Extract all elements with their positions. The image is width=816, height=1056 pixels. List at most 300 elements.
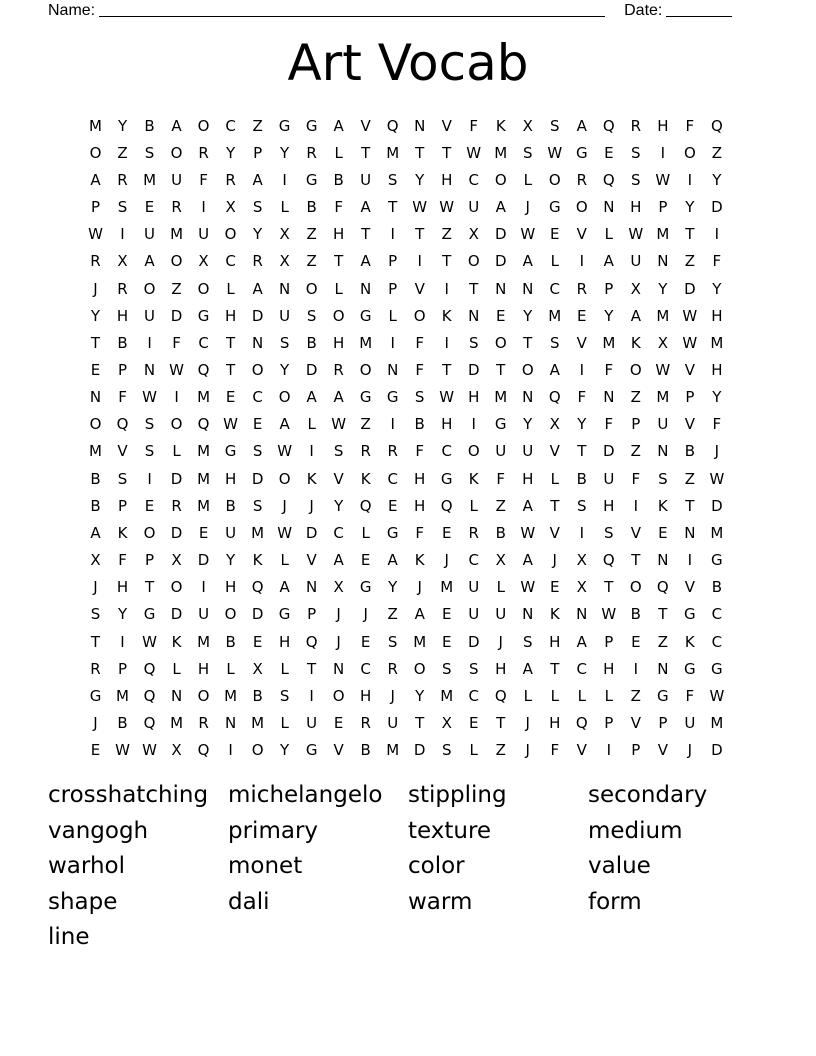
grid-letter: M [386,143,400,162]
grid-letter: R [387,442,398,461]
grid-letter: T [523,333,533,352]
grid-letter: N [522,605,534,624]
grid-letter: T [361,143,371,162]
grid-letter: W [88,225,103,244]
grid-letter: F [577,388,587,407]
grid-letter: U [495,605,507,624]
grid-letter: U [144,306,156,325]
grid-letter: H [333,225,345,244]
word-list-item: medium [588,817,683,844]
word-list-item: value [588,853,651,880]
grid-letter: F [631,469,641,488]
grid-letter: J [525,741,530,760]
grid-letter: J [93,578,98,597]
grid-letter: A [279,415,290,434]
grid-letter: M [440,578,454,597]
word-list-item: michelangelo [228,782,383,808]
grid-letter: W [628,225,644,244]
grid-letter: Y [280,360,290,379]
grid-letter: E [387,496,398,515]
grid-letter: V [657,741,668,760]
grid-letter: Z [360,415,371,434]
grid-letter: X [495,551,506,570]
grid-letter: Y [334,496,344,515]
grid-letter: N [387,360,399,379]
grid-letter: A [630,306,641,325]
grid-letter: F [172,333,181,352]
grid-letter: M [386,741,400,760]
grid-letter: E [441,632,452,651]
grid-letter: H [360,686,372,705]
grid-letter: T [604,578,614,597]
grid-letter: W [142,741,157,760]
grid-letter: J [687,741,693,760]
grid-letter: W [655,170,671,189]
grid-letter: N [468,306,480,325]
grid-letter: G [359,306,372,325]
grid-letter: D [684,279,696,298]
grid-letter: M [89,116,102,135]
grid-letter: K [360,469,371,488]
grid-letter: J [714,442,720,461]
grid-letter: Y [712,388,722,407]
grid-letter: P [604,714,614,733]
grid-letter: D [467,632,480,651]
grid-letter: A [333,388,344,407]
grid-letter: Q [386,116,399,135]
grid-letter: C [468,551,479,570]
grid-letter: Y [117,605,128,624]
grid-letter: I [660,143,666,162]
grid-letter: J [363,605,368,624]
grid-letter: X [171,741,182,760]
grid-letter: Q [197,415,210,434]
grid-letter: J [93,714,98,733]
grid-letter: N [306,578,318,597]
grid-letter: W [709,686,725,705]
grid-letter: P [90,198,101,217]
grid-letter: O [494,333,507,352]
grid-letter: I [282,170,287,189]
grid-letter: U [360,170,372,189]
grid-letter: B [333,170,344,189]
grid-letter: G [440,469,453,488]
grid-letter: N [522,388,534,407]
grid-letter: Y [658,279,668,298]
grid-letter: R [630,116,642,135]
grid-letter: L [577,686,586,705]
grid-letter: C [252,388,263,407]
grid-letter: T [577,442,587,461]
grid-letter: H [116,306,129,325]
grid-letter: G [711,551,723,570]
grid-letter: J [390,686,395,705]
grid-letter: X [657,333,668,352]
grid-letter: B [495,523,506,542]
grid-letter: I [174,388,179,407]
grid-letter: H [441,415,453,434]
grid-letter: J [525,714,530,733]
grid-letter: M [602,333,616,352]
grid-letter: V [414,279,425,298]
grid-letter: D [711,741,723,760]
grid-letter: T [685,496,695,515]
grid-letter: D [170,306,183,325]
grid-letter: H [549,714,561,733]
grid-letter: R [360,714,371,733]
grid-letter: H [414,469,426,488]
grid-letter: M [440,686,454,705]
grid-letter: D [467,360,480,379]
grid-letter: E [360,632,371,651]
grid-letter: I [390,225,395,244]
grid-letter: O [197,279,210,298]
grid-letter: W [115,741,130,760]
word-list-item: color [408,853,465,880]
grid-letter: N [414,116,426,135]
grid-letter: A [171,116,182,135]
grid-letter: L [388,306,397,325]
grid-letter: F [604,360,614,379]
grid-letter: D [494,252,507,271]
grid-letter: T [442,360,452,379]
grid-letter: R [252,252,263,271]
grid-letter: L [307,415,316,434]
grid-letter: X [576,578,587,597]
grid-letter: G [143,605,156,624]
grid-letter: Q [143,714,156,733]
grid-letter: V [576,741,587,760]
grid-letter: V [684,578,695,597]
grid-letter: A [144,252,155,271]
grid-letter: S [414,388,425,407]
grid-letter: Q [197,741,210,760]
grid-letter: S [468,333,479,352]
grid-letter: T [226,360,236,379]
grid-letter: P [307,605,317,624]
grid-letter: M [89,442,102,461]
grid-letter: P [631,415,641,434]
word-list-item: monet [228,853,303,880]
grid-letter: D [305,523,318,542]
grid-letter: S [522,143,533,162]
grid-letter: X [576,551,587,570]
grid-letter: W [223,415,238,434]
grid-letter: G [711,659,723,678]
grid-letter: J [336,632,341,651]
grid-letter: T [496,714,506,733]
grid-letter: Y [415,686,425,705]
grid-letter: U [198,225,210,244]
grid-letter: P [604,632,614,651]
grid-letter: Y [712,279,722,298]
grid-letter: L [226,659,235,678]
grid-letter: R [171,496,182,515]
grid-letter: P [118,496,128,515]
grid-letter: K [468,469,479,488]
grid-letter: T [361,225,371,244]
grid-letter: H [224,578,237,597]
grid-letter: A [549,360,560,379]
grid-letter: D [251,306,264,325]
grid-letter: F [685,686,695,705]
grid-letter: F [712,415,722,434]
grid-letter: O [683,143,696,162]
grid-letter: P [685,388,695,407]
grid-letter: G [305,741,318,760]
grid-letter: T [550,496,560,515]
grid-letter: I [147,469,152,488]
grid-letter: F [118,551,127,570]
grid-letter: U [144,225,156,244]
grid-letter: U [468,198,480,217]
grid-letter: M [224,686,238,705]
grid-letter: W [412,198,428,217]
grid-letter: H [603,659,615,678]
grid-letter: N [603,198,615,217]
grid-letter: D [494,225,507,244]
grid-letter: A [90,523,101,542]
grid-letter: J [417,578,422,597]
grid-letter: N [279,279,291,298]
grid-letter: L [523,686,532,705]
grid-letter: L [604,686,613,705]
grid-letter: Y [712,170,722,189]
grid-letter: W [682,333,698,352]
grid-letter: T [442,143,452,162]
grid-letter: U [522,442,534,461]
grid-letter: U [306,714,318,733]
grid-letter: F [334,198,343,217]
grid-letter: N [89,388,102,407]
grid-letter: V [549,442,560,461]
grid-letter: S [252,496,263,515]
grid-letter: S [550,116,560,135]
grid-letter: S [279,686,290,705]
grid-letter: H [333,333,345,352]
grid-letter: R [333,360,344,379]
grid-letter: L [280,198,289,217]
grid-letter: E [550,578,560,597]
grid-letter: B [90,496,101,515]
word-list-item: primary [228,817,319,844]
grid-letter: O [143,279,156,298]
grid-letter: E [225,388,236,407]
grid-letter: W [520,523,536,542]
grid-letter: H [711,360,723,379]
grid-letter: G [359,388,372,407]
grid-letter: W [277,442,293,461]
grid-letter: X [333,578,344,597]
grid-letter: W [142,632,157,651]
grid-letter: E [333,714,344,733]
grid-letter: L [550,469,559,488]
grid-letter: V [117,442,128,461]
grid-letter: O [224,605,237,624]
grid-letter: I [147,333,152,352]
grid-letter: E [90,741,101,760]
grid-letter: F [685,116,695,135]
grid-letter: V [441,116,452,135]
grid-letter: O [332,306,345,325]
grid-letter: G [224,442,237,461]
grid-letter: U [225,523,237,542]
grid-letter: G [684,659,696,678]
grid-letter: M [251,714,265,733]
word-search-grid [82,112,742,764]
grid-letter: V [630,523,641,542]
grid-letter: U [198,605,210,624]
grid-letter: S [387,170,398,189]
grid-letter: B [117,714,128,733]
grid-letter: O [521,360,534,379]
grid-letter: L [523,170,532,189]
grid-letter: P [118,659,128,678]
grid-letter: B [684,442,695,461]
grid-letter: V [333,469,344,488]
grid-letter: R [90,252,101,271]
grid-letter: X [279,225,290,244]
grid-letter: A [90,170,101,189]
grid-letter: W [439,388,455,407]
grid-letter: U [603,469,615,488]
grid-letter: P [145,551,155,570]
grid-letter: F [712,252,722,271]
grid-letter: S [468,659,479,678]
grid-letter: E [550,225,560,244]
grid-letter: T [631,551,641,570]
grid-letter: F [469,116,479,135]
grid-letter: A [522,252,533,271]
grid-letter: N [657,442,669,461]
grid-letter: E [577,306,587,325]
grid-letter: I [579,252,584,271]
grid-letter: V [333,741,344,760]
grid-letter: K [414,551,425,570]
grid-letter: T [658,605,668,624]
grid-letter: R [576,170,587,189]
grid-letter: G [359,578,372,597]
grid-letter: M [359,333,373,352]
grid-letter: J [336,605,341,624]
grid-letter: L [469,741,478,760]
grid-letter: B [90,469,101,488]
grid-letter: G [278,605,291,624]
grid-letter: Y [685,198,695,217]
grid-letter: L [172,442,181,461]
grid-letter: O [305,279,318,298]
grid-letter: X [522,116,533,135]
grid-letter: Y [226,551,236,570]
grid-letter: O [359,360,372,379]
grid-letter: O [332,686,345,705]
grid-letter: E [468,714,479,733]
grid-letter: N [657,551,669,570]
grid-letter: I [390,333,395,352]
grid-letter: G [657,686,669,705]
grid-letter: Z [306,225,317,244]
grid-letter: S [631,170,641,189]
grid-letter: D [251,469,264,488]
grid-letter: F [496,469,506,488]
grid-letter: Y [604,306,614,325]
grid-letter: J [525,198,530,217]
grid-letter: I [417,252,422,271]
grid-letter: B [225,496,236,515]
grid-letter: R [90,659,101,678]
grid-letter: O [170,578,183,597]
grid-letter: O [629,578,642,597]
grid-letter: J [498,632,503,651]
grid-letter: I [579,360,584,379]
grid-letter: L [334,279,343,298]
grid-letter: S [144,143,155,162]
grid-letter: N [170,686,183,705]
grid-letter: U [657,415,669,434]
grid-letter: K [657,496,668,515]
grid-letter: D [197,551,210,570]
grid-letter: Z [711,143,722,162]
grid-letter: U [279,306,291,325]
grid-letter: A [603,252,614,271]
grid-letter: E [360,551,371,570]
grid-letter: P [658,198,668,217]
word-list-item: warhol [48,853,125,880]
grid-letter: Q [143,659,156,678]
grid-letter: B [144,116,155,135]
grid-letter: S [117,469,128,488]
grid-letter: C [198,333,209,352]
grid-letter: O [170,415,183,434]
grid-letter: N [251,333,264,352]
word-list [48,778,768,956]
grid-letter: H [630,198,642,217]
grid-letter: V [576,225,587,244]
grid-letter: X [171,551,182,570]
grid-letter: N [143,360,156,379]
grid-letter: H [116,578,129,597]
grid-letter: N [333,659,345,678]
grid-letter: E [604,143,614,162]
grid-letter: U [684,714,696,733]
grid-letter: Q [116,415,129,434]
grid-letter: S [631,143,641,162]
grid-letter: T [415,143,425,162]
grid-letter: F [604,415,614,434]
grid-letter: P [118,360,128,379]
grid-letter: M [197,388,211,407]
grid-letter: X [630,279,641,298]
grid-letter: O [89,143,102,162]
grid-letter: D [305,360,318,379]
grid-letter: M [710,714,724,733]
grid-letter: Q [548,388,561,407]
grid-letter: A [333,551,344,570]
grid-letter: M [197,632,211,651]
grid-letter: Z [630,442,641,461]
grid-letter: Z [171,279,182,298]
grid-letter: K [117,523,128,542]
grid-letter: S [117,198,128,217]
grid-letter: I [390,415,395,434]
grid-letter: I [606,741,612,760]
grid-letter: J [93,279,98,298]
grid-letter: I [120,632,125,651]
grid-letter: E [441,523,452,542]
grid-letter: R [171,198,182,217]
grid-letter: M [494,388,508,407]
grid-letter: P [253,143,263,162]
